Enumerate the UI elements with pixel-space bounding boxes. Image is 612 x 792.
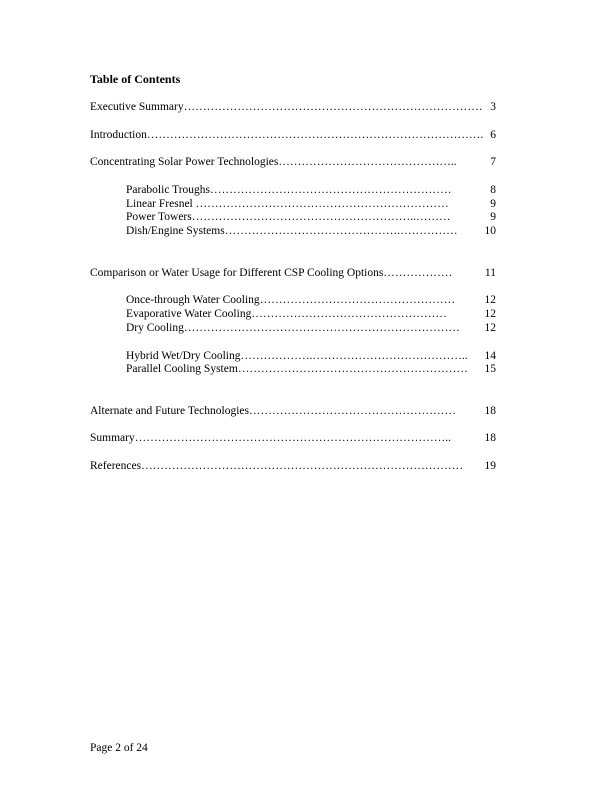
toc-entry-label: Comparison or Water Usage for Different CSP Cooling Options (90, 267, 384, 279)
toc-subentry[interactable] (126, 210, 451, 224)
toc-entry[interactable] (90, 266, 452, 280)
toc-entry-leader: ……………………………………………………………………………. (146, 129, 484, 141)
toc-entry[interactable] (90, 459, 463, 473)
toc-title: Table of Contents (90, 72, 181, 86)
toc-entry-label: Once-through Water Cooling (126, 294, 260, 306)
toc-entry[interactable] (90, 100, 483, 114)
toc-entry-leader: ……………………………………………………… (210, 184, 452, 196)
toc-entry-label: Parabolic Troughs (126, 184, 211, 196)
toc-entry-page: 12 (484, 308, 496, 320)
toc-subentry[interactable] (126, 183, 452, 197)
toc-entry-leader: ……………………………………………………………… (183, 322, 460, 334)
toc-entry-leader: …………………………………………………………………… (183, 101, 483, 113)
toc-entry-leader: ……………………………………….. (278, 156, 457, 168)
toc-entry-page: 14 (484, 350, 496, 362)
toc-entry-label: Concentrating Solar Power Technologies (90, 156, 279, 168)
toc-subentry[interactable] (126, 321, 460, 335)
toc-entry-page: 12 (484, 294, 496, 306)
toc-entry-label: Power Towers (126, 211, 192, 223)
toc-entry-page: 3 (490, 101, 496, 113)
toc-entry-page: 8 (490, 184, 496, 196)
toc-entry-label: Dry Cooling (126, 322, 184, 334)
toc-entry[interactable] (90, 128, 483, 142)
toc-entry-page: 9 (490, 211, 496, 223)
toc-entry-label: Summary (90, 432, 135, 444)
toc-entry[interactable] (90, 155, 457, 169)
toc-entry-page: 7 (490, 156, 496, 168)
toc-entry-page: 19 (484, 460, 496, 472)
toc-entry-label: References (90, 460, 142, 472)
toc-entry-label: Linear Fresnel (126, 198, 196, 210)
toc-entry-page: 6 (490, 129, 496, 141)
toc-entry-page: 9 (490, 198, 496, 210)
toc-entry[interactable] (90, 404, 456, 418)
toc-subentry[interactable] (126, 307, 447, 321)
page-footer: Page 2 of 24 (90, 742, 148, 754)
toc-entry-leader: ……………….………………………………….. (240, 350, 468, 362)
toc-entry-page: 18 (484, 432, 496, 444)
toc-entry-label: Parallel Cooling System (126, 363, 238, 375)
toc-entry-leader: ………………………………………………………… (195, 198, 449, 210)
toc-entry-page: 10 (484, 225, 496, 237)
toc-entry-label: Introduction (90, 129, 147, 141)
toc-subentry[interactable] (126, 362, 468, 376)
toc-entry-label: Executive Summary (90, 101, 184, 113)
toc-entry-leader: ……………………………………………………………………….. (134, 432, 451, 444)
toc-entry-leader: …………………………………………………… (237, 363, 468, 375)
toc-entry-page: 15 (484, 363, 496, 375)
toc-entry-label: Alternate and Future Technologies (90, 405, 249, 417)
toc-entry-leader: ……………………………………………… (248, 405, 456, 417)
toc-subentry[interactable] (126, 349, 468, 363)
toc-entry-label: Hybrid Wet/Dry Cooling (126, 350, 241, 362)
toc-entry-leader: ……………………………………….…………… (224, 225, 458, 237)
toc-entry-label: Evaporative Water Cooling (126, 308, 252, 320)
toc-entry[interactable] (90, 431, 451, 445)
toc-entry-leader: …………………………………………………..……… (191, 211, 451, 223)
toc-entry-page: 12 (484, 322, 496, 334)
toc-subentry[interactable] (126, 293, 455, 307)
toc-entry-page: 18 (484, 405, 496, 417)
toc-entry-leader: …………………………………………… (259, 294, 456, 306)
toc-subentry[interactable] (126, 224, 458, 238)
toc-entry-leader: ……………… (383, 267, 453, 279)
toc-entry-page: 11 (484, 267, 496, 279)
toc-entry-leader: …………………………………………… (251, 308, 447, 320)
toc-entry-leader: ………………………………………………………………………… (141, 460, 464, 472)
toc-entry-label: Dish/Engine Systems (126, 225, 225, 237)
toc-subentry[interactable] (126, 197, 449, 211)
